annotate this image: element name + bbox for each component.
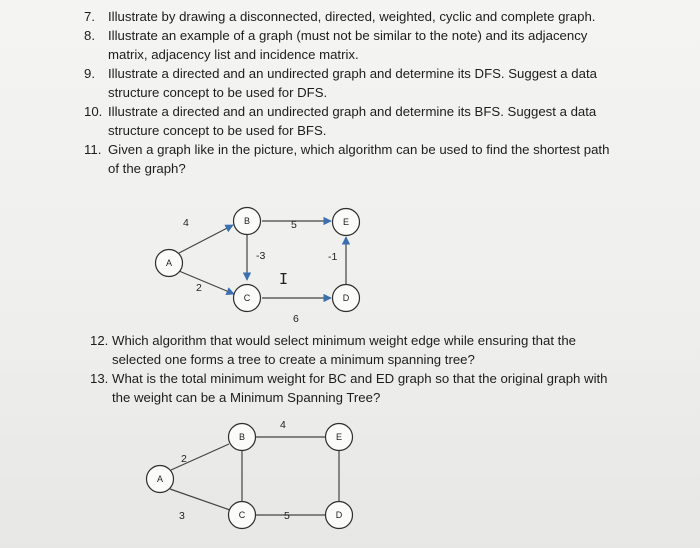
question-number: 8. [84,28,95,43]
node-b [229,424,256,451]
weight-ac: 3 [179,510,185,522]
node-e [326,424,353,451]
weight-bc: -3 [256,250,266,262]
text-cursor-icon: Ι [279,270,289,288]
svg-text:E: E [342,217,350,227]
edge-a-c [170,489,230,510]
weight-ac: 2 [196,282,202,294]
svg-text:B: B [243,216,251,226]
weight-be: 5 [291,219,297,231]
weight-ab: 4 [183,217,189,229]
question-number: 11. [84,142,102,157]
svg-text:A: A [165,258,173,268]
node-d [326,502,353,529]
question-number: 12. [90,333,109,348]
svg-text:B: B [238,432,246,442]
question-number: 7. [84,9,95,24]
svg-text:D: D [335,510,343,520]
question-text: What is the total minimum weight for BC and ED graph so that the original graph with the weight can be a Minimum Spanning Tree? [112,371,608,405]
question-text: Illustrate a directed and an undirected graph and determine its DFS. Suggest a data structure concept to be used for DFS. [108,66,597,100]
weight-de: -1 [328,251,338,263]
question-number: 10. [84,104,103,119]
question-number: 9. [84,66,95,81]
edge-a-b [171,444,229,470]
question-text: Illustrate by drawing a disconnected, directed, weighted, cyclic and complete graph. [108,9,596,24]
svg-text:D: D [342,293,350,303]
svg-text:A: A [156,474,164,484]
weight-ab: 2 [181,453,187,465]
weight-be: 4 [280,419,286,431]
question-text: Given a graph like in the picture, which algorithm can be used to find the shortest path of the graph? [108,142,610,176]
svg-text:E: E [335,432,343,442]
weight-cd: 5 [284,510,290,522]
svg-text:C: C [243,293,251,303]
question-text: Which algorithm that would select minimum weight edge while ensuring that the selected one forms a tree to create a minimum spanning tree? [112,333,576,367]
node-c [229,502,256,529]
svg-text:C: C [238,510,246,520]
question-number: 13. [90,371,109,386]
node-a [147,466,174,493]
question-text: Illustrate an example of a graph (must not be similar to the note) and its adjacency matrix, adjacency list and incidence matrix. [108,28,588,62]
weight-cd: 6 [293,313,299,325]
question-text: Illustrate a directed and an undirected graph and determine its BFS. Suggest a data structure concept to be used for BFS. [108,104,597,138]
